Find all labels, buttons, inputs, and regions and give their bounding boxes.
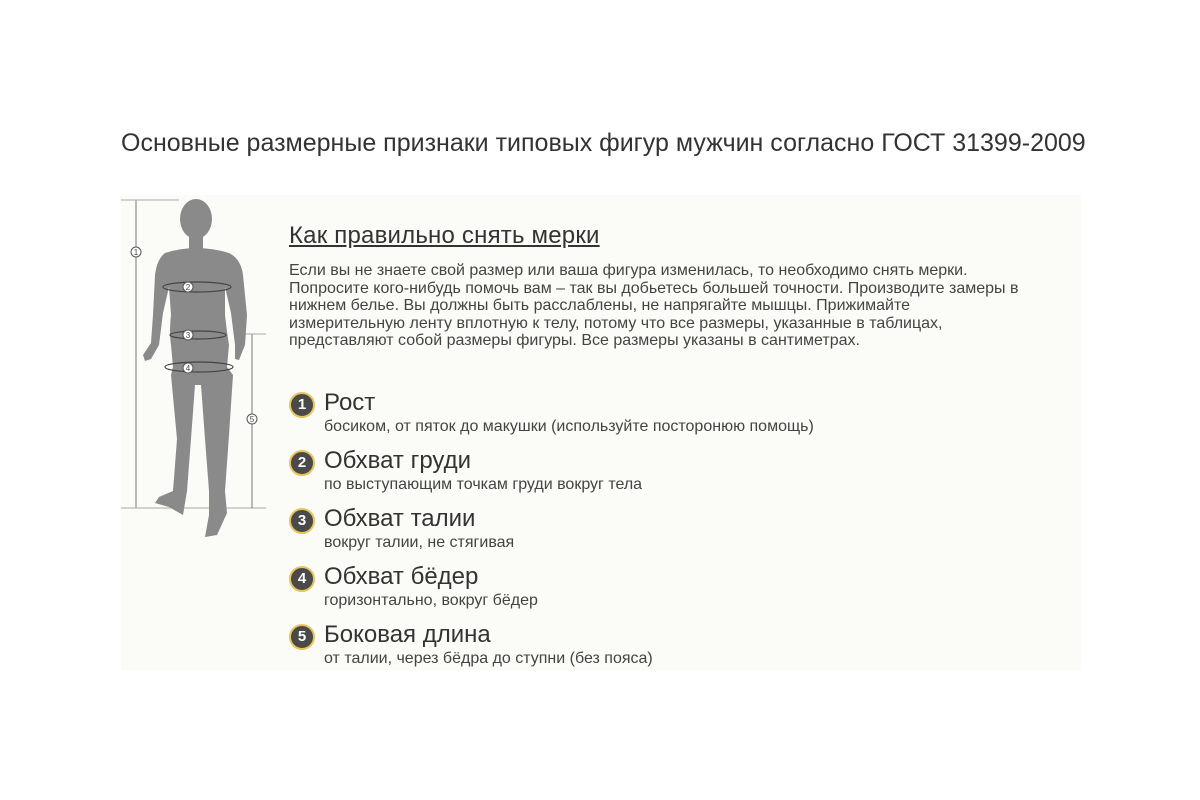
- list-item-height: [289, 389, 989, 441]
- measurement-panel: [121, 195, 1081, 670]
- marker-2-label: 2: [185, 283, 191, 292]
- number-badge: 2: [289, 450, 315, 476]
- item-title: Обхват бёдер: [324, 563, 479, 590]
- marker-3-label: 3: [185, 331, 191, 340]
- marker-1-label: 1: [133, 248, 139, 257]
- list-item-waist: [289, 505, 989, 557]
- page-title: Основные размерные признаки типовых фигур мужчин согласно ГОСТ 31399-2009: [121, 129, 1086, 157]
- item-title: Боковая длина: [324, 621, 491, 648]
- list-item-side-length: [289, 621, 989, 673]
- item-description: вокруг талии, не стягивая: [324, 534, 515, 551]
- number-badge: 3: [289, 508, 315, 534]
- item-description: босиком, от пяток до макушки (используйте посторонюю помощь): [324, 418, 814, 435]
- number-badge: 1: [289, 392, 315, 418]
- marker-5-label: 5: [249, 415, 255, 424]
- male-body-silhouette-icon: [121, 195, 281, 555]
- number-badge: 4: [289, 566, 315, 592]
- howto-intro-text: Если вы не знаете свой размер или ваша фигура изменилась, то необходимо снять мерки. Попросите кого-нибудь помочь вам – так вы добьетесь большей точности. Производите замеры в нижнем белье. Вы должны быть расслаблены, не напрягайте мышцы. Прижимайте измерительную ленту вплотную к телу, потому что все размеры, указанные в таблицах, представляют собой размеры фигуры. Все размеры указаны в сантиметрах.: [289, 262, 1019, 350]
- marker-4-label: 4: [185, 364, 191, 373]
- figure-diagram: [121, 195, 281, 555]
- item-title: Обхват груди: [324, 447, 472, 474]
- item-title: Рост: [324, 389, 376, 416]
- number-badge: 5: [289, 624, 315, 650]
- howto-title: Как правильно снять мерки: [289, 222, 600, 249]
- item-description: горизонтально, вокруг бёдер: [324, 592, 538, 609]
- list-item-hips: [289, 563, 989, 615]
- item-description: по выступающим точкам груди вокруг тела: [324, 476, 643, 493]
- item-description: от талии, через бёдра до ступни (без пояса): [324, 650, 653, 667]
- list-item-chest: [289, 447, 989, 499]
- item-title: Обхват талии: [324, 505, 476, 532]
